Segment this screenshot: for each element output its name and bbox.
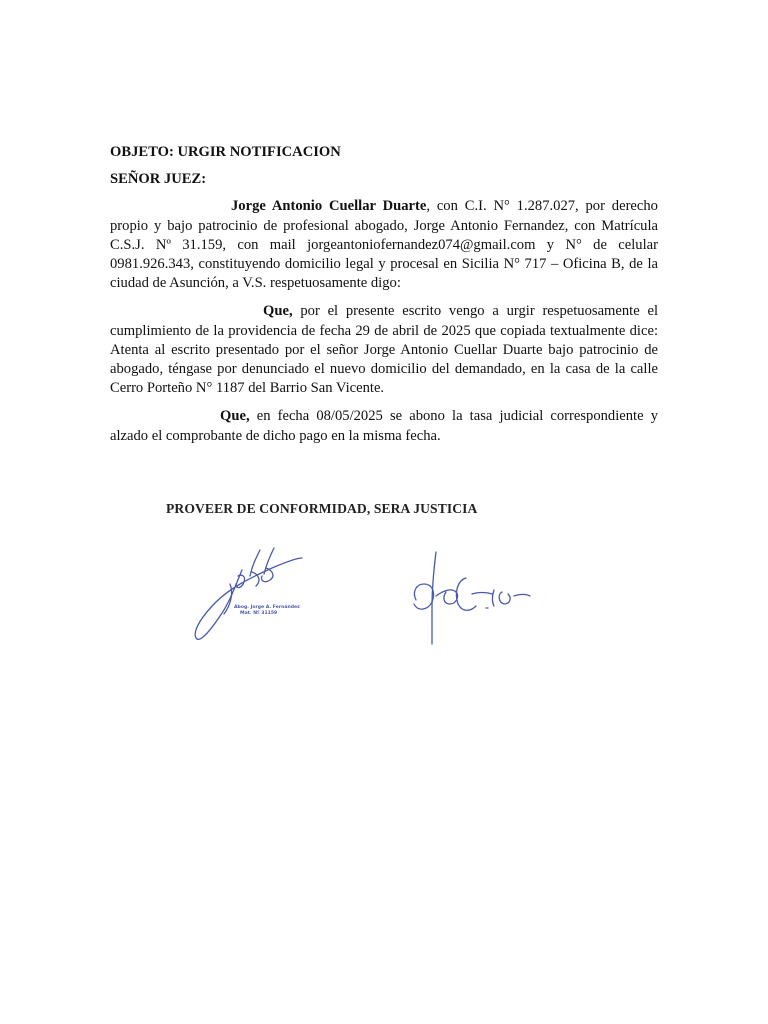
paragraph-tasa [110, 407, 658, 445]
objeto-heading: OBJETO: URGIR NOTIFICACION [110, 144, 341, 160]
paragraph-intro [110, 197, 658, 293]
stamp-line1: Abog. Jorge A. Fernández [234, 605, 300, 610]
paragraph-urgir [110, 302, 658, 398]
document-body [110, 143, 658, 455]
salutation: SEÑOR JUEZ: [110, 171, 207, 188]
petitioner-name: Jorge Antonio Cuellar Duarte [231, 198, 427, 215]
lawyer-signature-icon [190, 544, 310, 652]
paragraph-intro-text: , con C.I. N° 1.287.027, por derecho propio y bajo patrocinio de profesional abogado, Jorge Antonio Fernandez, con Matrícula C.S.J. Nº 31.159, con mail jorgeantoniofernandez074@gmail.com y N° de celular 0981.926.343, constituyendo domicilio legal y procesal en Sicilia N° 717 – Oficina B, de la ciudad de Asunción, a V.S. respetuosamente digo: [110, 198, 658, 292]
stamp-line2: Mat. Nº 31159 [240, 611, 278, 616]
paragraph-urgir-text: por el presente escrito vengo a urgir respetuosamente el cumplimiento de la providencia de fecha 29 de abril de 2025 que copiada textualmente dice: Atenta al escrito presentado por el señor Jorge Antonio Cuellar Duarte bajo patrocinio de abogado, téngase por denunciado el nuevo domicilio del demandado, en la casa de la calle Cerro Porteño N° 1187 del Barrio San Vicente. [110, 303, 658, 397]
closing-formula: PROVEER DE CONFORMIDAD, SERA JUSTICIA [166, 501, 478, 516]
judge-signature-icon [406, 548, 536, 648]
paragraph-urgir-lead: Que, [263, 303, 293, 320]
paragraph-tasa-text: en fecha 08/05/2025 se abono la tasa judicial correspondiente y alzado el comprobante de dicho pago en la misma fecha. [110, 408, 658, 444]
paragraph-tasa-lead: Que, [220, 408, 250, 425]
